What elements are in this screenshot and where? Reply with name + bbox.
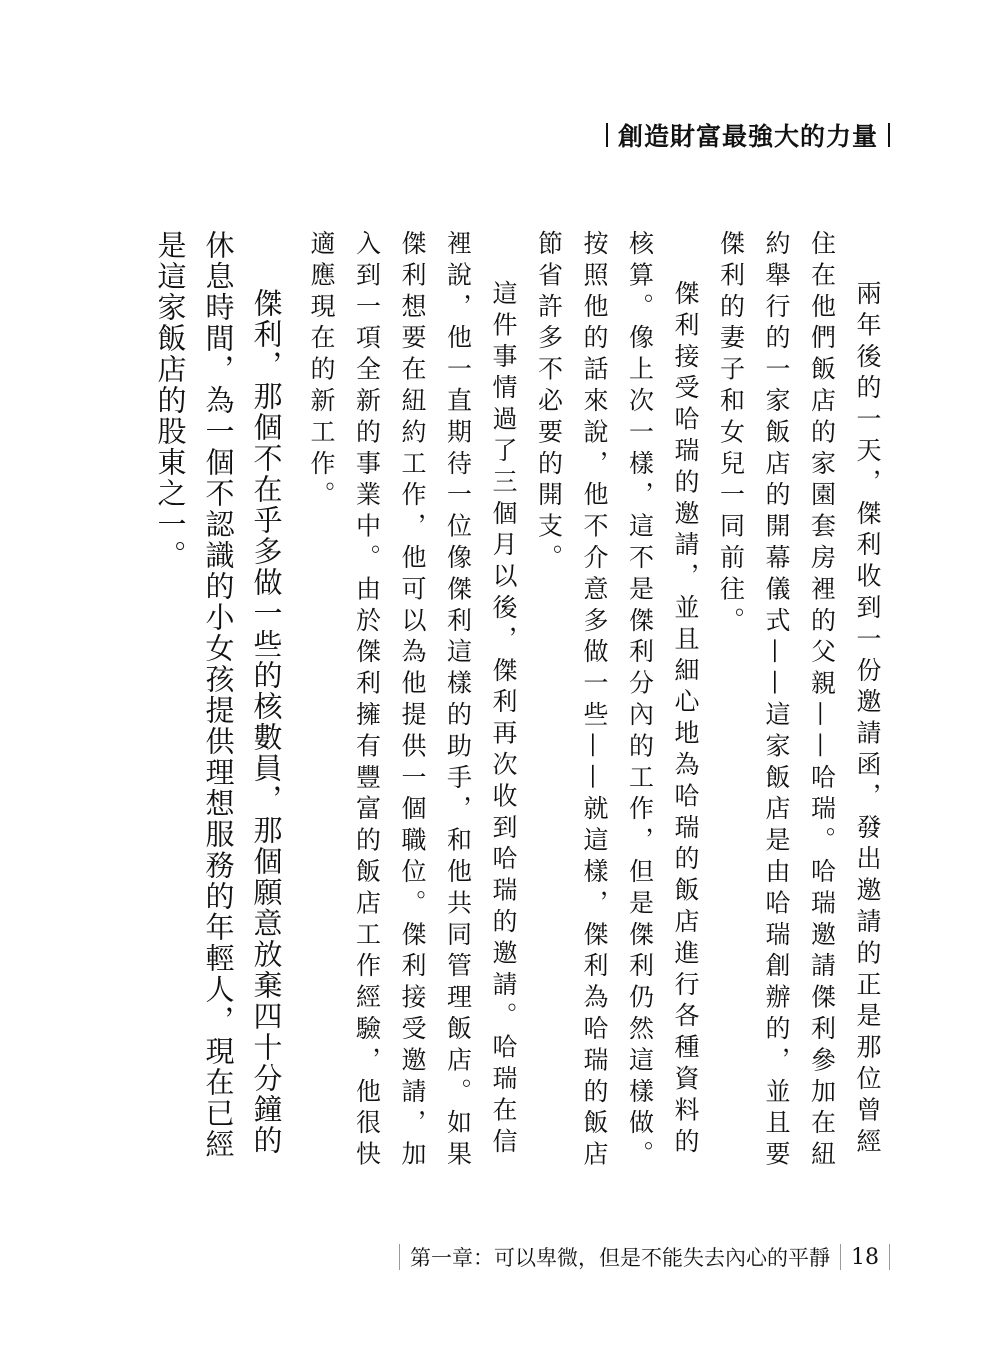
footer-middle-divider [840,1244,841,1270]
footer-left-divider [399,1244,400,1270]
page-number: 18 [851,1244,879,1270]
page-footer [399,1240,890,1274]
running-head [606,118,890,152]
page-body [147,230,891,1180]
footer-right-divider [889,1244,890,1270]
book-title: 創造財富最強大的力量 [617,122,878,151]
running-head-left-bar [606,123,608,147]
paragraph-2: 傑利接受哈瑞的邀請，並且細心地為哈瑞的飯店進行各種資料的核算。像上次一樣，這不是傑利分內的工作，但是傑利仍然這樣做。按照他的話來說，他不介意多做一些——就這樣，傑利為哈瑞的飯店節省許多不必要的開支。 [534,230,700,1172]
paragraph-1: 兩年後的一天，傑利收到一份邀請函，發出邀請的正是那位曾經住在他們飯店的家園套房裡的父親——哈瑞。哈瑞邀請傑利參加在紐約舉行的一家飯店的開幕儀式——這家飯店是由哈瑞創辦的，並且要傑利的妻子和女兒一同前往。 [716,230,882,1172]
running-head-right-bar [888,123,890,147]
paragraph-3: 這件事情過了三個月以後，傑利再次收到哈瑞的邀請。哈瑞在信裡說，他一直期待一位像傑利這樣的助手，和他共同管理飯店。如果傑利想要在紐約工作，他可以為他提供一個職位。傑利接受邀請，加入到一項全新的事業中。由於傑利擁有豐富的飯店工作經驗，他很快適應現在的新工作。 [307,230,518,1172]
paragraph-4: 傑利，那個不在乎多做一些的核數員，那個願意放棄四十分鐘的休息時間，為一個不認識的小女孩提供理想服務的年輕人，現在已經是這家飯店的股東之一。 [153,230,284,1160]
chapter-title: 第一章：可以卑微，但是不能失去內心的平靜 [410,1246,830,1270]
